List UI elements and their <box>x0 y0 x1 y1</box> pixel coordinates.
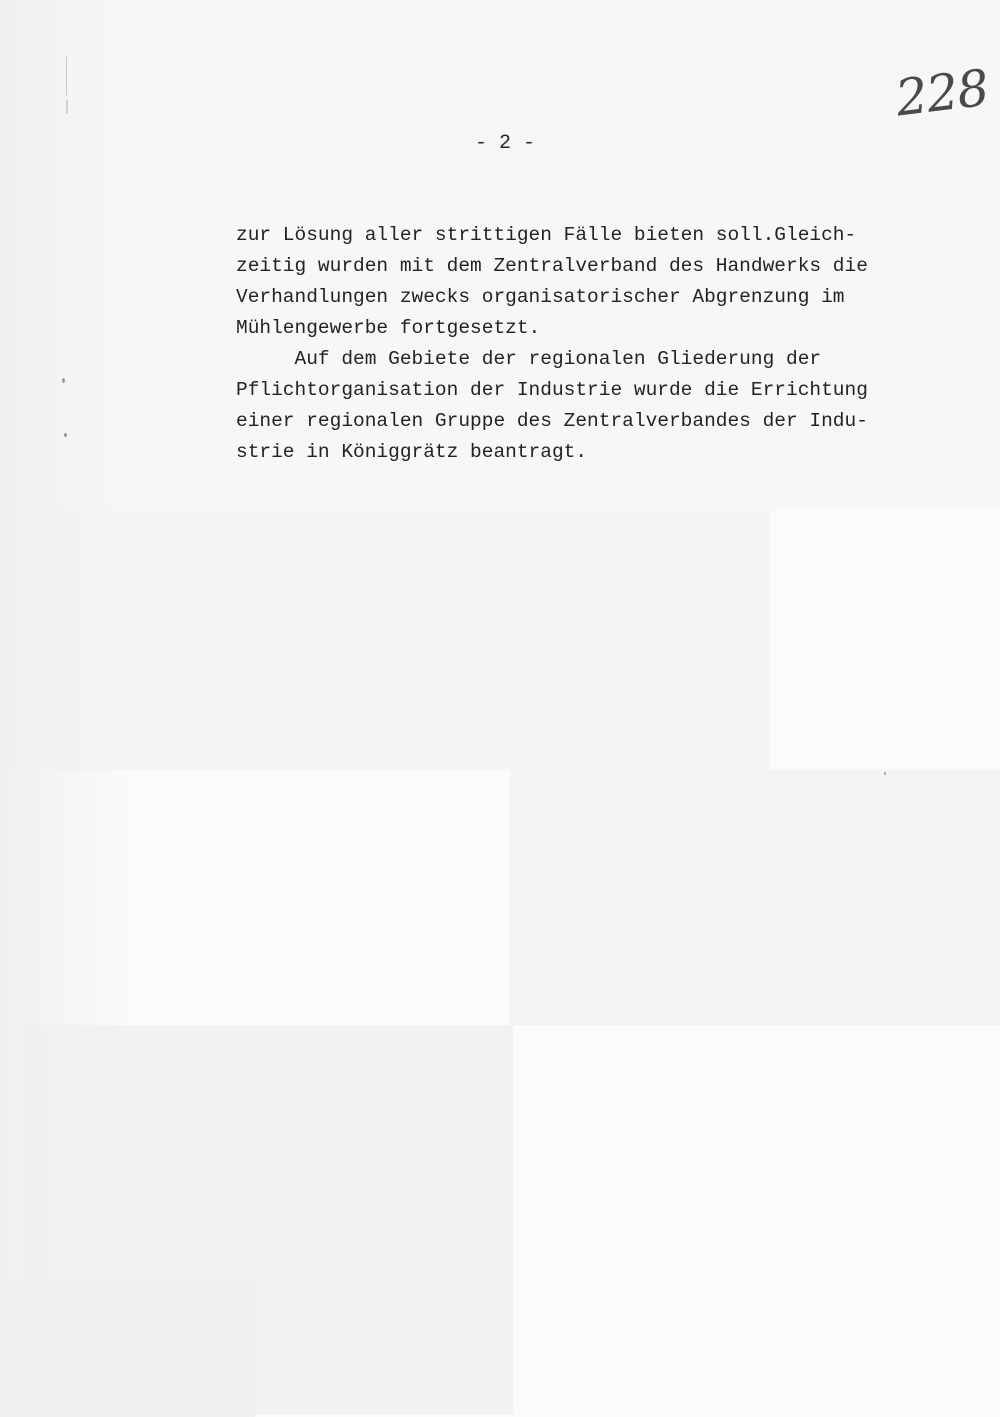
scan-shade <box>510 770 1000 1025</box>
scan-edge-shade <box>0 0 140 1417</box>
text-line: einer regionalen Gruppe des Zentralverbandes der Indu- <box>236 410 868 432</box>
text-line: Auf dem Gebiete der regionalen Gliederung der <box>236 348 822 370</box>
scan-mark <box>66 100 68 114</box>
scan-mark <box>66 56 67 96</box>
text-line: strie in Königgrätz beantragt. <box>236 441 588 463</box>
typewritten-body <box>236 220 916 468</box>
page-number: - 2 - <box>474 132 535 155</box>
punch-hole-mark <box>62 378 65 383</box>
handwritten-archive-number: 228 <box>892 58 992 128</box>
scan-speck <box>884 772 886 775</box>
text-line: Verhandlungen zwecks organisatorischer Abgrenzung im <box>236 286 845 308</box>
punch-hole-mark <box>64 433 67 437</box>
text-line: zur Lösung aller strittigen Fälle bieten soll.Gleich- <box>236 224 857 246</box>
text-line: zeitig wurden mit dem Zentralverband des Handwerks die <box>236 255 868 277</box>
text-line: Pflichtorganisation der Industrie wurde die Errichtung <box>236 379 868 401</box>
text-line: Mühlengewerbe fortgesetzt. <box>236 317 541 339</box>
